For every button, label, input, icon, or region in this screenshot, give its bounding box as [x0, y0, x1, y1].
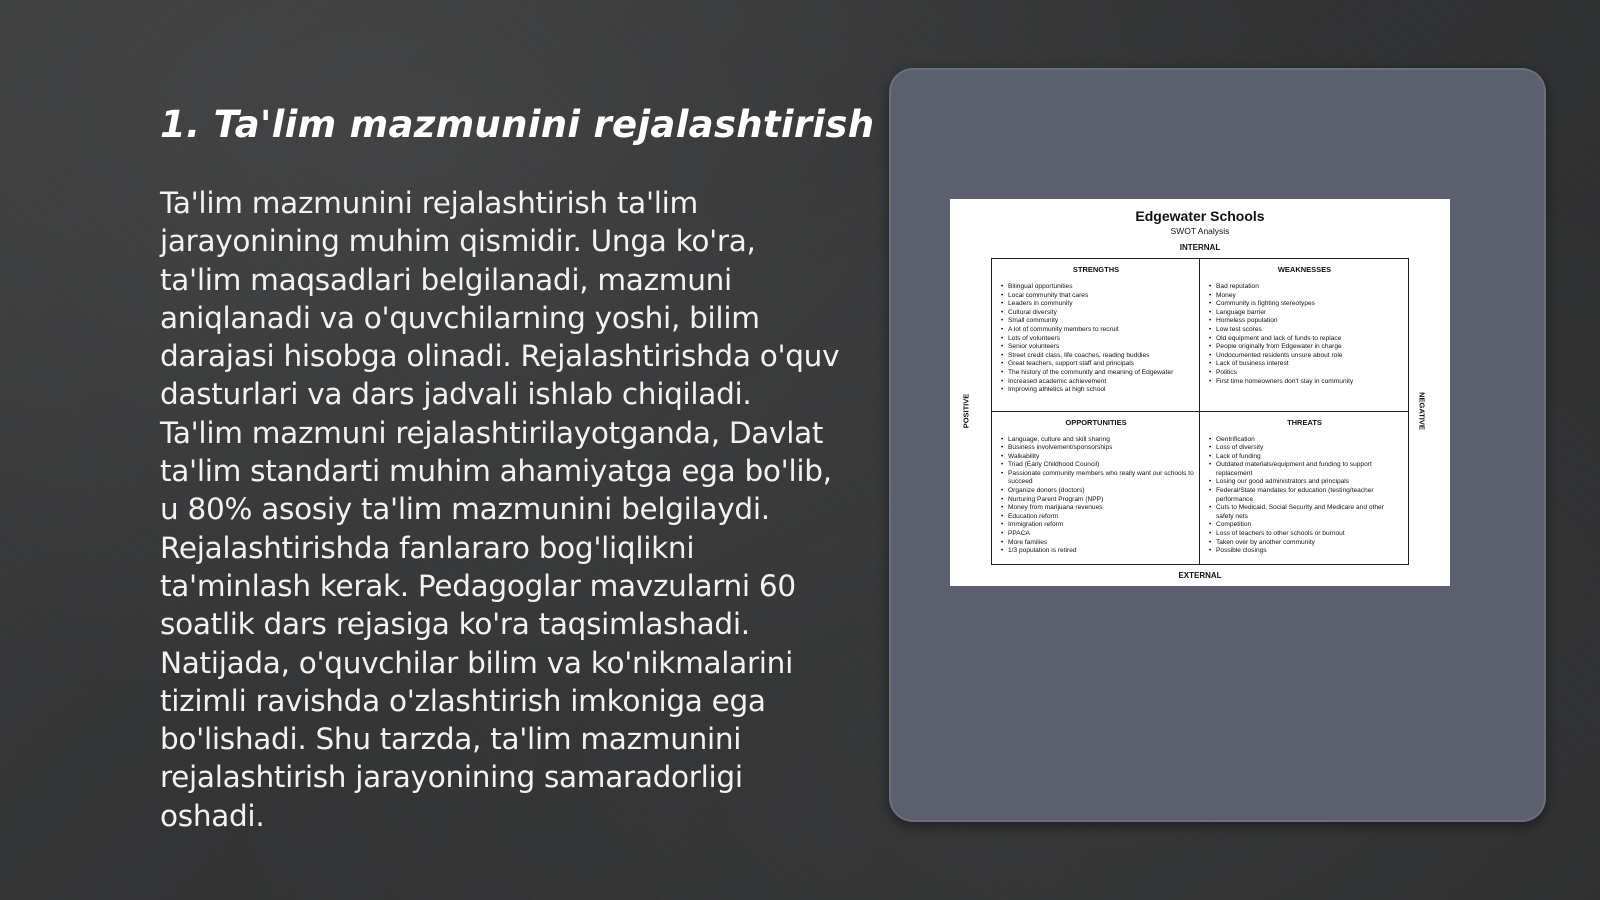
opportunity-item: • 1/3 population is retired [1008, 547, 1194, 556]
slide-title: 1. Ta'lim mazmunini rejalashtirish [160, 103, 875, 146]
swot-weaknesses [1200, 259, 1408, 412]
strength-item: • Increased academic achievement [1008, 378, 1194, 387]
opportunity-item: • Organize donors (doctors) [1008, 487, 1194, 496]
weakness-item: • Language barrier [1216, 309, 1403, 318]
weakness-item: • Low test scores [1216, 326, 1403, 335]
strength-item-list [998, 283, 1194, 395]
weaknesses-heading: WEAKNESSES [1277, 265, 1332, 274]
weakness-item: • People originally from Edgewater in charge [1216, 343, 1403, 352]
opportunities-heading: OPPORTUNITIES [1065, 417, 1127, 427]
threat-item: • Outdated materials/equipment and funding to support replacement [1216, 461, 1403, 478]
strength-item: • Bilingual opportunities [1008, 283, 1194, 292]
swot-title: Edgewater Schools [1135, 208, 1265, 224]
threats-heading: THREATS [1287, 417, 1322, 427]
opportunity-item: • Business involvement/sponsorships [1008, 444, 1194, 453]
opportunity-item: • PPACA [1008, 530, 1194, 539]
strength-item: • Senior volunteers [1008, 343, 1194, 352]
weakness-item: • Homeless population [1216, 317, 1403, 326]
strength-item: • Local community that cares [1008, 292, 1194, 301]
strength-item: • Cultural diversity [1008, 309, 1194, 318]
strength-item: • Street credit class, life coaches, reading buddies [1008, 352, 1194, 361]
slide-body-text: Ta'lim mazmunini rejalashtirish ta'lim jarayonining muhim qismidir. Unga ko'ra, ta'lim maqsadlari belgilanadi, mazmuni aniqlanadi va o'quvchilarning yoshi, bilim darajasi hisobga olinadi. Rejalashtirishda o'quv dasturlari va dars jadvali ishlab chiqiladi. Ta'lim mazmuni rejalashtirilayotganda, Davlat ta'lim standarti muhim ahamiyatga ega bo'lib, u 80% asosiy ta'lim mazmunini belgilaydi. Rejalashtirishda fanlararo bog'liqlikni ta'minlash kerak. Pedagoglar mavzularni 60 soatlik dars rejasiga ko'ra taqsimlashadi. Natijada, o'quvchilar bilim va ko'nikmalarini tizimli ravishda o'zlashtirish imkoniga ega bo'lishadi. Shu tarzda, ta'lim mazmunini rejalashtirish jarayonining samaradorligi oshadi. [160, 186, 840, 833]
swot-subtitle: SWOT Analysis [1170, 226, 1230, 236]
opportunity-item: • Language, culture and skill sharing [1008, 436, 1194, 445]
strength-item: • A lot of community members to recruit [1008, 326, 1194, 335]
swot-strengths [992, 259, 1200, 412]
strength-item: • Small community [1008, 317, 1194, 326]
weakness-item: • Bad reputation [1216, 283, 1403, 292]
opportunity-item: • Walkability [1008, 453, 1194, 462]
opportunity-item-list [998, 436, 1194, 556]
threat-item: • Possible closings [1216, 547, 1403, 556]
opportunity-item: • Triad (Early Childhood Council) [1008, 461, 1194, 470]
swot-grid [991, 258, 1409, 565]
threat-item: • Cuts to Medicaid, Social Security and Medicare and other safety nets [1216, 504, 1403, 521]
threat-item: • Taken over by another community [1216, 539, 1403, 548]
weakness-item: • Lack of business interest [1216, 360, 1403, 369]
weakness-item: • Politics [1216, 369, 1403, 378]
threat-item: • Federal/State mandates for education (testing/teacher performance [1216, 487, 1403, 504]
strength-item: • Improving athletics at high school [1008, 386, 1194, 395]
threat-item: • Lack of funding [1216, 453, 1403, 462]
threat-item: • Loss of diversity [1216, 444, 1403, 453]
swot-negative-label: NEGATIVE [1417, 392, 1427, 430]
threat-item: • Competition [1216, 521, 1403, 530]
swot-positive-label: POSITIVE [961, 393, 971, 429]
weakness-item-list [1206, 283, 1403, 386]
swot-analysis-image [950, 199, 1450, 586]
threat-item: • Losing our good administrators and principals [1216, 478, 1403, 487]
threat-item: • Gentrification [1216, 436, 1403, 445]
strength-item: • Leaders in community [1008, 300, 1194, 309]
swot-threats [1200, 412, 1408, 565]
threat-item: • Loss of teachers to other schools or burnout [1216, 530, 1403, 539]
opportunity-item: • Education reform [1008, 513, 1194, 522]
weakness-item: • Old equipment and lack of funds to replace [1216, 335, 1403, 344]
strength-item: • Lots of volunteers [1008, 335, 1194, 344]
strength-item: • The history of the community and meaning of Edgewater [1008, 369, 1194, 378]
swot-opportunities [992, 412, 1200, 565]
weakness-item: • Community is fighting stereotypes [1216, 300, 1403, 309]
swot-internal-label: INTERNAL [1179, 243, 1221, 252]
opportunity-item: • Passionate community members who really want our schools to succeed [1008, 470, 1194, 487]
swot-external-label: EXTERNAL [1178, 571, 1222, 580]
opportunity-item: • Money from marijuana revenues [1008, 504, 1194, 513]
strengths-heading: STRENGTHS [1072, 265, 1120, 274]
opportunity-item: • Nurturing Parent Program (NPP) [1008, 496, 1194, 505]
threat-item-list [1206, 436, 1403, 556]
strength-item: • Great teachers, support staff and principals [1008, 360, 1194, 369]
weakness-item: • Money [1216, 292, 1403, 301]
opportunity-item: • More families [1008, 539, 1194, 548]
weakness-item: • Undocumented residents unsure about role [1216, 352, 1403, 361]
opportunity-item: • Immigration reform [1008, 521, 1194, 530]
weakness-item: • First time homeowners don't stay in community [1216, 378, 1403, 387]
